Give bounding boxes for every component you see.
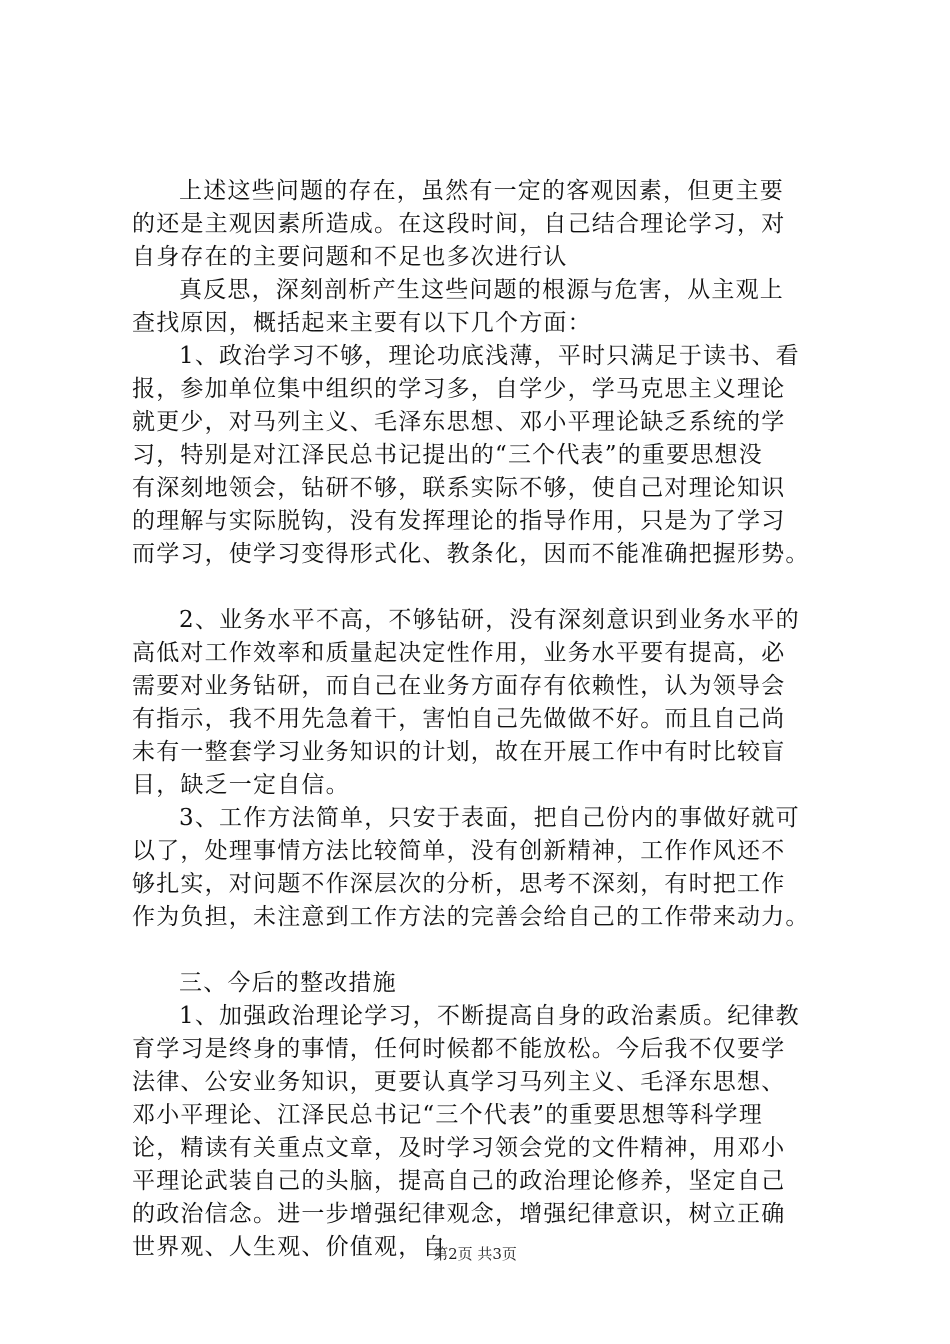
text-line: 法律、公安业务知识，更要认真学习马列主义、毛泽东思想、: [132, 1069, 786, 1095]
paragraph-gap: [132, 934, 847, 967]
text-line: 目，缺乏一定自信。: [132, 772, 350, 798]
text-line: 够扎实，对问题不作深层次的分析，思考不深刻，有时把工作: [132, 871, 786, 897]
text-line: 平理论武装自己的头脑，提高自己的政治理论修养，坚定自己: [132, 1168, 786, 1194]
text-line: 的政治信念。进一步增强纪律观念，增强纪律意识，树立正确: [132, 1201, 786, 1227]
text-line: 而学习，使学习变得形式化、教条化，因而不能准确把握形势。: [132, 541, 810, 567]
paragraph-3: [132, 340, 847, 571]
text-line: 有指示，我不用先急着干，害怕自己先做做不好。而且自己尚: [132, 706, 786, 732]
text-line: 作为负担，未注意到工作方法的完善会给自己的工作带来动力。: [132, 904, 810, 930]
text-line: 未有一整套学习业务知识的计划，故在开展工作中有时比较盲: [132, 739, 786, 765]
text-line: 上述这些问题的存在，虽然有一定的客观因素，但更主要: [179, 178, 784, 204]
text-line: 2、业务水平不高，不够钻研，没有深刻意识到业务水平的: [179, 607, 800, 633]
text-line: 报，参加单位集中组织的学习多，自学少，学马克思主义理论: [132, 376, 786, 402]
text-line: 需要对业务钻研，而自己在业务方面存有依赖性，认为领导会: [132, 673, 786, 699]
text-line: 论，精读有关重点文章，及时学习领会党的文件精神，用邓小: [132, 1135, 786, 1161]
page-number-footer: 第2页 共3页: [433, 1245, 517, 1263]
text-line: 1、加强政治理论学习，不断提高自身的政治素质。纪律教: [179, 1003, 800, 1029]
section-heading: [132, 967, 847, 1000]
text-line: 世界观、人生观、价值观，自: [132, 1234, 447, 1260]
text-line: 真反思，深刻剖析产生这些问题的根源与危害，从主观上: [179, 277, 784, 303]
text-line: 的理解与实际脱钩，没有发挥理论的指导作用，只是为了学习: [132, 508, 786, 534]
text-line: 3、工作方法简单，只安于表面，把自己份内的事做好就可: [179, 805, 800, 831]
text-line: 就更少，对马列主义、毛泽东思想、邓小平理论缺乏系统的学: [132, 409, 786, 435]
text-line: 育学习是终身的事情，任何时候都不能放松。今后我不仅要学: [132, 1036, 786, 1062]
text-line: 高低对工作效率和质量起决定性作用，业务水平要有提高，必: [132, 640, 786, 666]
text-line: 1、政治学习不够，理论功底浅薄，平时只满足于读书、看: [179, 343, 800, 369]
text-line: 的还是主观因素所造成。在这段时间，自己结合理论学习，对: [132, 211, 786, 237]
paragraph-6: [132, 1000, 847, 1264]
paragraph-1: [132, 175, 847, 274]
paragraph-gap: [132, 571, 847, 604]
document-body: [132, 175, 847, 1264]
text-line: 邓小平理论、江泽民总书记“三个代表”的重要思想等科学理: [132, 1102, 763, 1128]
text-line: 以了，处理事情方法比较简单，没有创新精神，工作作风还不: [132, 838, 786, 864]
text-line: 查找原因，概括起来主要有以下几个方面：: [132, 310, 592, 336]
text-line: 有深刻地领会，钻研不够，联系实际不够，使自己对理论知识: [132, 475, 786, 501]
heading-line: 三、今后的整改措施: [179, 970, 397, 996]
paragraph-5: [132, 802, 847, 934]
text-line: 自身存在的主要问题和不足也多次进行认: [132, 244, 568, 270]
paragraph-2: [132, 274, 847, 340]
text-line: 习，特别是对江泽民总书记提出的“三个代表”的重要思想没: [132, 442, 763, 468]
paragraph-4: [132, 604, 847, 802]
